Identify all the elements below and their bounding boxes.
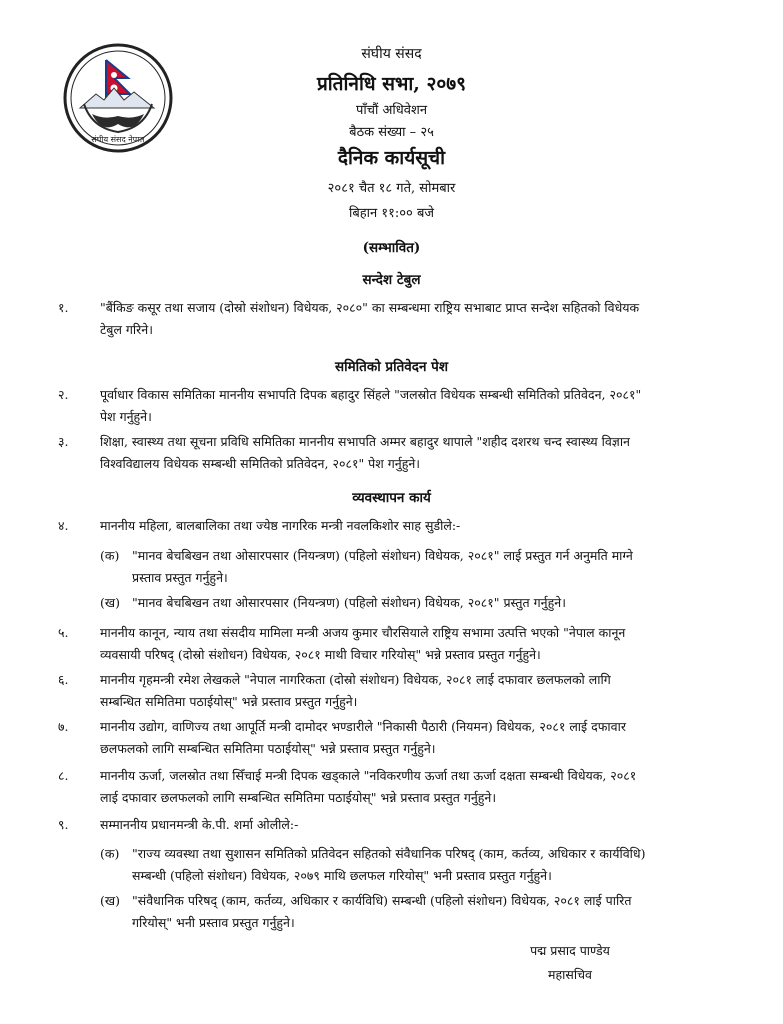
- item-line: विश्वविद्यालय विधेयक सम्बन्धी समितिको प्रतिवेदन, २०८१" पेश गर्नुहुने।: [100, 456, 421, 471]
- item-line: "राज्य व्यवस्था तथा सुशासन समितिको प्रतिवेदन सहितको संवैधानिक परिषद् (काम, कर्तव्य, अधिकार र कार्यविधि): [132, 846, 646, 861]
- item-number: ३.: [58, 434, 69, 449]
- section-heading-legislative-business: व्यवस्थापन कार्य: [352, 490, 431, 506]
- item-line: माननीय महिला, बालबालिका तथा ज्येष्ठ नागरिक मन्त्री नवलकिशोर साह सुडीले:-: [100, 518, 461, 533]
- subitem-text: [132, 592, 712, 614]
- item-line: पूर्वाधार विकास समितिका माननीय सभापति दिपक बहादुर सिंहले "जलस्रोत विधेयक सम्बन्धी समितिको प्रतिवेदन, २०८१": [100, 387, 642, 402]
- item-text: [100, 515, 712, 537]
- item-line: शिक्षा, स्वास्थ्य तथा सूचना प्रविधि समितिका माननीय सभापति अम्मर बहादुर थापाले "शहीद दशरथ चन्द स्वास्थ्य विज्ञान: [100, 434, 630, 449]
- agenda-date: २०८१ चैत १८ गते, सोमबार: [327, 181, 456, 196]
- item-line: पेश गर्नुहुने।: [100, 409, 152, 424]
- item-number: २.: [58, 387, 69, 402]
- item-text: [100, 622, 712, 666]
- house-title: प्रतिनिधि सभा, २०७९: [316, 73, 467, 95]
- item-text: [100, 431, 712, 475]
- item-line: माननीय उद्योग, वाणिज्य तथा आपूर्ति मन्त्री दामोदर भण्डारीले "निकासी पैठारी (नियमन) विधेयक, २०८१ लाई दफावार: [100, 719, 626, 734]
- item-text: [100, 814, 712, 836]
- subitem-number: (ख): [100, 893, 120, 908]
- emblem-label: संघीय संसद नेपाल: [91, 135, 145, 144]
- subitem-number: (क): [100, 548, 120, 563]
- item-line: "संवैधानिक परिषद् (काम, कर्तव्य, अधिकार र कार्यविधि) सम्बन्धी (पहिलो संशोधन) विधेयक, २०८१ लाई पारित: [132, 893, 632, 908]
- item-text: [100, 384, 712, 428]
- item-line: "मानव बेचबिखन तथा ओसारपसार (नियन्त्रण) (पहिलो संशोधन) विधेयक, २०८१" प्रस्तुत गर्नुहुने।: [132, 595, 566, 610]
- item-line: लाई दफावार छलफलको लागि सम्बन्धित समितिमा पठाईयोस्" भन्ने प्रस्ताव प्रस्तुत गर्नुहुने।: [100, 790, 497, 805]
- subitem-text: [132, 843, 712, 887]
- item-line: "बैंकिङ कसूर तथा सजाय (दोस्रो संशोधन) विधेयक, २०८०" का सम्बन्धमा राष्ट्रिय सभाबाट प्राप्त सन्देश सहितको विधेयक: [100, 300, 640, 315]
- item-line: माननीय कानून, न्याय तथा संसदीय मामिला मन्त्री अजय कुमार चौरसियाले राष्ट्रिय सभामा उत्पत्ति भएको "नेपाल कानून: [100, 625, 626, 640]
- item-number: ४.: [58, 518, 69, 533]
- meeting-number: बैठक संख्या – २५: [349, 125, 434, 140]
- signatory-name: पद्म प्रसाद पाण्डेय: [530, 943, 610, 958]
- agenda-title: दैनिक कार्यसूची: [337, 147, 446, 169]
- item-line: सम्बन्धित समितिमा पठाईयोस्" भन्ने प्रस्ताव प्रस्तुत गर्नुहुने।: [100, 694, 358, 709]
- item-line: माननीय ऊर्जा, जलस्रोत तथा सिँचाई मन्त्री दिपक खड्काले "नविकरणीय ऊर्जा तथा ऊर्जा दक्षता सम्बन्धी विधेयक, २०८१: [100, 768, 637, 783]
- session-label: पाँचौं अधिवेशन: [355, 103, 428, 118]
- item-line: माननीय गृहमन्त्री रमेश लेखकले "नेपाल नागरिकता (दोस्रो संशोधन) विधेयक, २०८१ लाई दफावार छलफलको लागि: [100, 672, 611, 687]
- signatory-designation: महासचिव: [548, 967, 592, 982]
- item-line: छलफलको लागि सम्बन्धित समितिमा पठाईयोस्" भन्ने प्रस्ताव प्रस्तुत गर्नुहुने।: [100, 741, 436, 756]
- item-line: सम्बन्धी (पहिलो संशोधन) विधेयक, २०७९ माथि छलफल गरियोस्" भनी प्रस्ताव प्रस्तुत गर्नुहुने।: [132, 868, 552, 883]
- item-text: [100, 297, 712, 341]
- subitem-number: (क): [100, 846, 120, 861]
- section-heading-message-table: सन्देश टेबुल: [362, 272, 421, 288]
- item-line: गरियोस्" भनी प्रस्ताव प्रस्तुत गर्नुहुने।: [132, 915, 295, 930]
- item-line: प्रस्ताव प्रस्तुत गर्नुहुने।: [132, 570, 228, 585]
- item-text: [100, 669, 712, 713]
- item-text: [100, 765, 712, 809]
- agenda-status: (सम्भावित): [362, 240, 421, 256]
- parliament-name: संघीय संसद: [361, 46, 422, 62]
- item-text: [100, 716, 712, 760]
- item-line: "मानव बेचबिखन तथा ओसारपसार (नियन्त्रण) (पहिलो संशोधन) विधेयक, २०८१" लाई प्रस्तुत गर्न अनुमति माग्ने: [132, 548, 633, 563]
- item-number: ८.: [58, 768, 69, 783]
- item-line: सम्माननीय प्रधानमन्त्री के.पी. शर्मा ओलीले:-: [100, 817, 299, 832]
- item-line: टेबुल गरिने।: [100, 322, 153, 337]
- agenda-time: बिहान ११:०० बजे: [348, 206, 435, 221]
- item-number: ५.: [58, 625, 69, 640]
- item-line: व्यवसायी परिषद् (दोस्रो संशोधन) विधेयक, २०८१ माथी विचार गरियोस्" भन्ने प्रस्ताव प्रस्तुत गर्नुहुने।: [100, 647, 541, 662]
- subitem-text: [132, 545, 712, 589]
- item-number: ७.: [58, 719, 69, 734]
- subitem-number: (ख): [100, 595, 120, 610]
- item-number: १.: [58, 300, 69, 315]
- item-number: ९.: [58, 817, 69, 832]
- section-heading-committee-report: समितिको प्रतिवेदन पेश: [334, 359, 449, 375]
- item-number: ६.: [58, 672, 69, 687]
- subitem-text: [132, 890, 712, 934]
